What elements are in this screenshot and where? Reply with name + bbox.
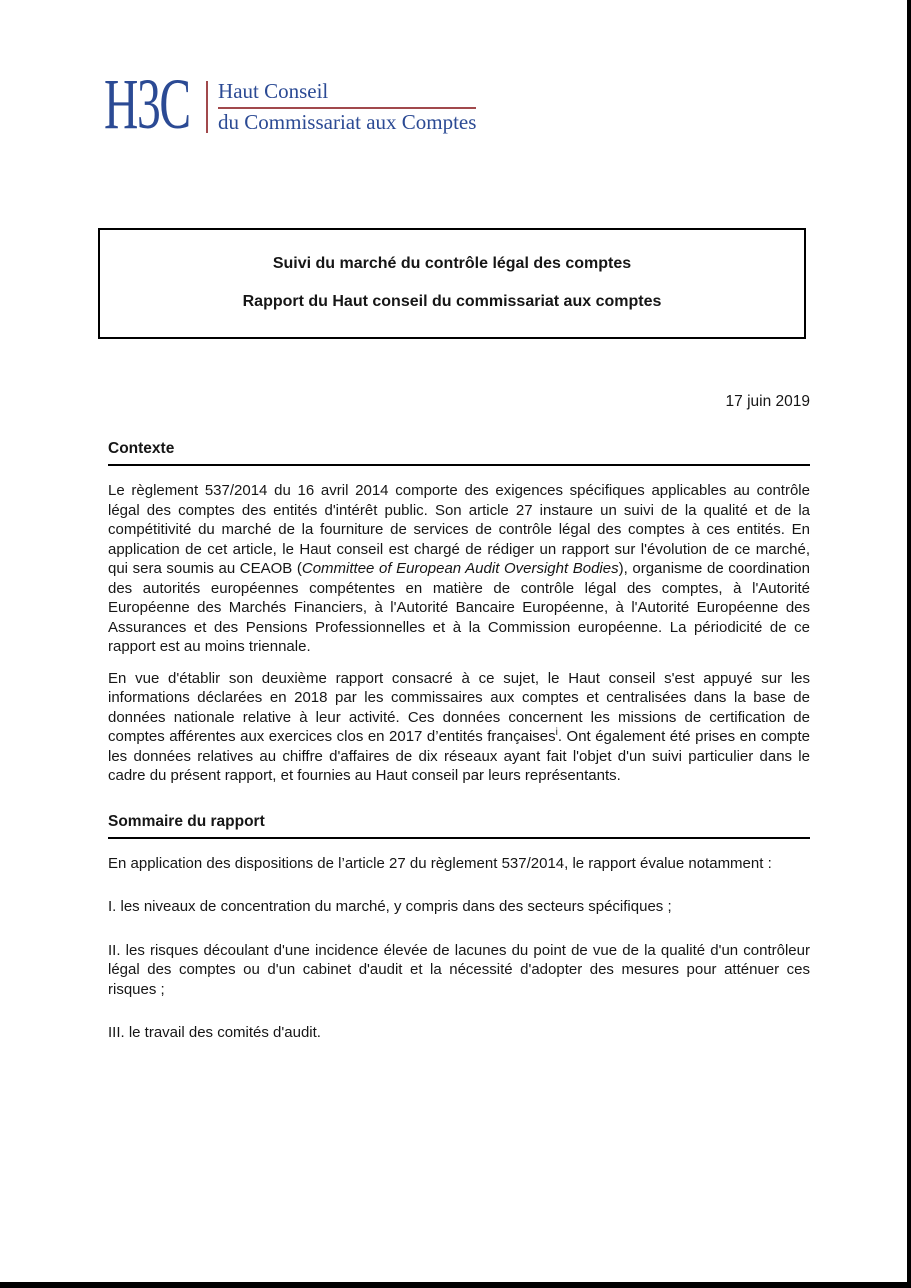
report-date: 17 juin 2019 xyxy=(725,393,810,410)
document-body xyxy=(108,440,810,1067)
report-title-box xyxy=(98,228,806,339)
italic-text: Committee of European Audit Oversight Bodies xyxy=(301,560,619,577)
sommaire-item-1: I. les niveaux de concentration du marché, y compris dans des secteurs spécifiques ; xyxy=(108,898,672,915)
text-segment: Le règlement 537/2014 du 16 avril 2014 comporte des exigences spécifiques applicables au contrôle légal des comptes des entités d'intérêt public. Son article 27 instaure un suivi de la qualité et de la compétitivité du marché de la fourniture de services de contrôle légal des comptes à ces entités. En application de cet article, le Haut conseil est chargé de rédiger un rapport sur l'évolution de ce marché, qui sera soumis au CEAOB ( xyxy=(108,482,810,577)
logo-line2: du Commissariat aux Comptes xyxy=(218,110,477,134)
section-heading-contexte: Contexte xyxy=(108,440,810,466)
logo-text-block xyxy=(206,81,476,133)
section-sommaire xyxy=(108,813,810,1043)
sommaire-intro: En application des dispositions de l’article 27 du règlement 537/2014, le rapport évalue notamment : xyxy=(108,854,772,872)
paragraph-contexte-1 xyxy=(108,481,810,657)
section-contexte xyxy=(108,440,810,786)
sommaire-item-3: III. le travail des comités d'audit. xyxy=(108,1024,321,1041)
text-segment: En vue d'établir son deuxième rapport consacré à ce sujet, le Haut conseil s'est appuyé sur les informations déclarées en 2018 par les commissaires aux comptes et centralisées dans la base de données nationale relative à leur activité. Ces données concernent les missions de certification de comptes afférentes aux exercices clos en 2017 d’entités françaises xyxy=(108,669,810,745)
scan-edge-right xyxy=(907,0,911,1288)
report-title-line2: Rapport du Haut conseil du commissariat aux comptes xyxy=(242,293,662,310)
text-segment: . Ont également été prises en compte les données relatives au chiffre d'affaires de dix réseaux ayant fait l'objet d'un suivi particulier dans le cadre du présent rapport, et fournies au Haut conseil par leurs représentants. xyxy=(108,728,811,784)
text-segment: ), organisme de coordination des autorités européennes compétentes en matière de contrôle légal des comptes, à l'Autorité Européenne des Marchés Financiers, à l'Autorité Bancaire Européenne, à l'Autorité Européenne des Assurances et des Pensions Professionnelles et à la Commission européenne. La périodicité de ce rapport est au moins triennale. xyxy=(108,560,810,655)
sommaire-item-2: II. les risques découlant d'une incidence élevée de lacunes du point de vue de la qualité d'un contrôleur légal des comptes ou d'un cabinet d'audit et la nécessité d'adopter des mesures pour atténuer ces risques ; xyxy=(108,941,810,998)
section-heading-sommaire: Sommaire du rapport xyxy=(108,813,810,839)
scan-edge-bottom xyxy=(0,1282,911,1288)
report-title-line1: Suivi du marché du contrôle légal des comptes xyxy=(272,255,632,272)
logo-line1: Haut Conseil xyxy=(218,79,329,103)
footnote-marker: i xyxy=(555,727,558,738)
h3c-logo xyxy=(104,64,477,144)
logo-acronym: H3C xyxy=(104,64,190,144)
paragraph-contexte-2 xyxy=(108,669,810,786)
